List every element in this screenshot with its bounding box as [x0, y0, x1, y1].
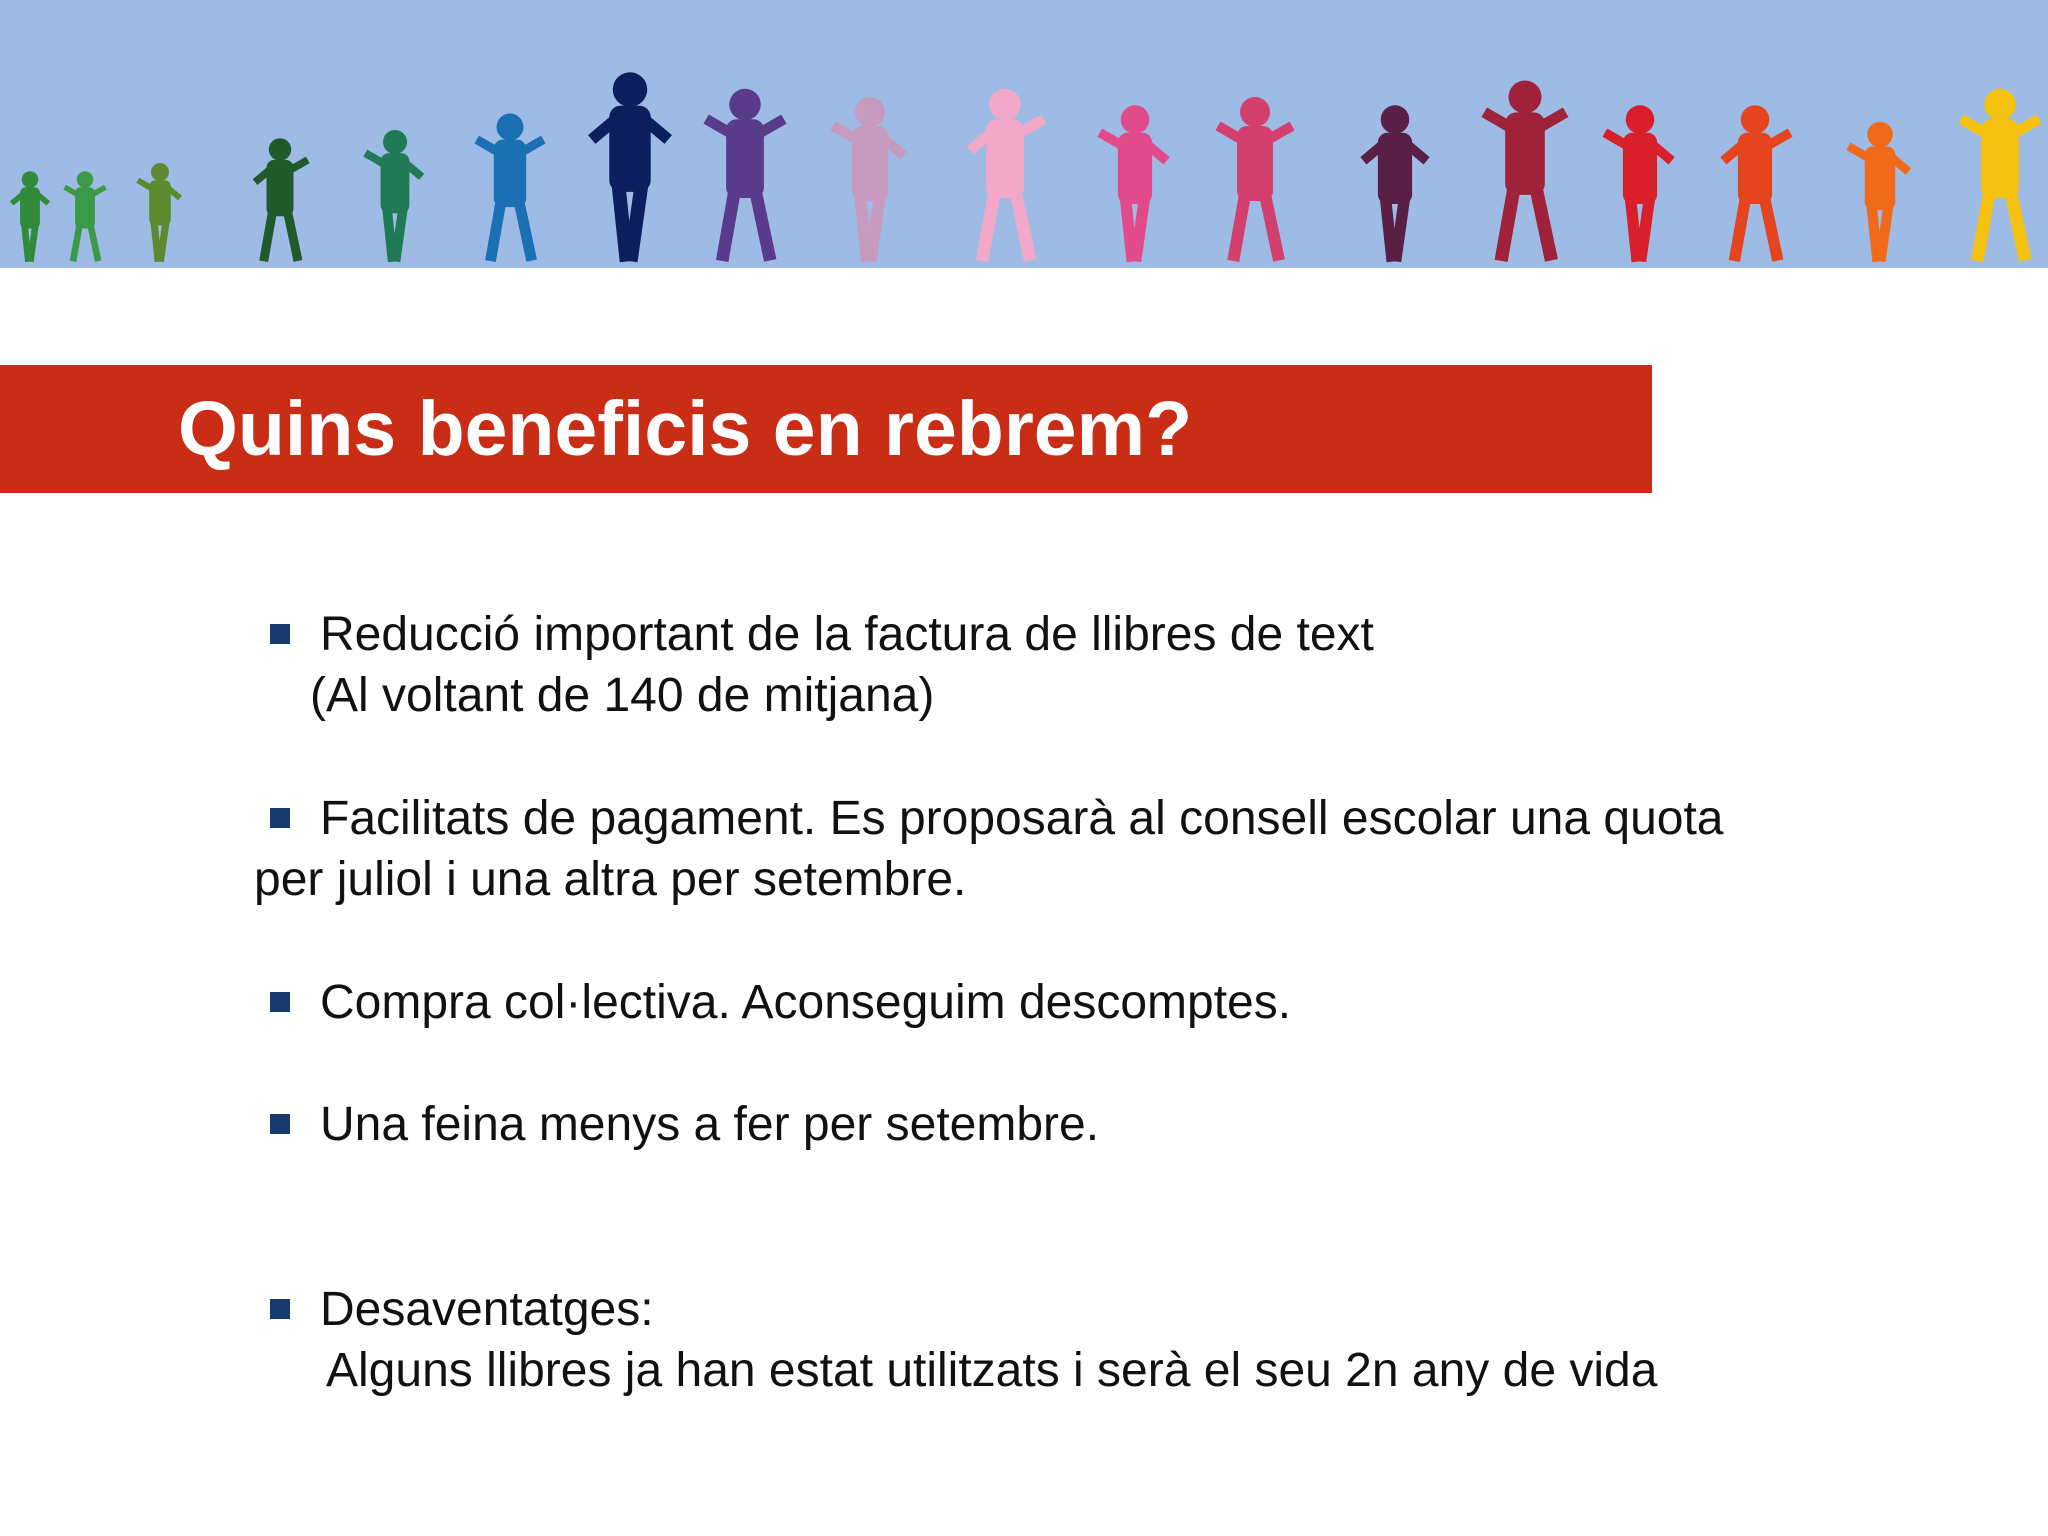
bullet-1-line-2: (Al voltant de 140 de mitjana)	[310, 669, 935, 722]
bullet-5-line-2: Alguns llibres ja han estat utilitzats i serà el seu 2n any de vida	[326, 1344, 1658, 1397]
child-silhouette	[1959, 89, 2042, 262]
bullet-marker	[270, 1299, 290, 1319]
bullet-5-line-1: Desaventatges:	[320, 1283, 654, 1336]
bullet-marker	[270, 1114, 290, 1134]
bullet-2-line-2: per juliol i una altra per setembre.	[254, 853, 967, 906]
child-silhouette	[830, 97, 906, 262]
children-silhouettes-banner	[0, 0, 2048, 268]
slide-title: Quins beneficis en rebrem?	[178, 386, 1193, 472]
child-silhouette	[1482, 81, 1569, 263]
child-silhouette	[1846, 122, 1911, 262]
child-silhouette	[1720, 105, 1792, 262]
child-silhouette	[1215, 97, 1294, 262]
child-silhouette	[704, 89, 787, 262]
bullet-2-line-1: Facilitats de pagament. Es proposarà al consell escolar una quota	[320, 792, 1724, 845]
bullet-3-line-1: Compra col·lectiva. Aconseguim descomptes.	[320, 976, 1292, 1029]
child-silhouette	[363, 130, 424, 262]
child-silhouette	[967, 89, 1047, 262]
child-silhouette	[136, 163, 182, 262]
bullet-4-line-1: Una feina menys a fer per setembre.	[320, 1098, 1100, 1151]
title-bar	[0, 365, 1652, 493]
child-silhouette	[474, 114, 545, 263]
bullet-marker	[270, 992, 290, 1012]
child-silhouette	[1360, 105, 1429, 262]
silhouettes-illustration	[0, 0, 2048, 268]
child-silhouette	[588, 72, 672, 262]
child-silhouette	[1097, 105, 1169, 262]
child-silhouette	[253, 138, 310, 262]
child-silhouette	[63, 171, 106, 262]
child-silhouette	[10, 171, 50, 262]
bullet-marker	[270, 624, 290, 644]
bullet-marker	[270, 808, 290, 828]
bullet-1-line-1: Reducció important de la factura de llibres de text	[320, 608, 1374, 661]
child-silhouette	[1602, 105, 1674, 262]
